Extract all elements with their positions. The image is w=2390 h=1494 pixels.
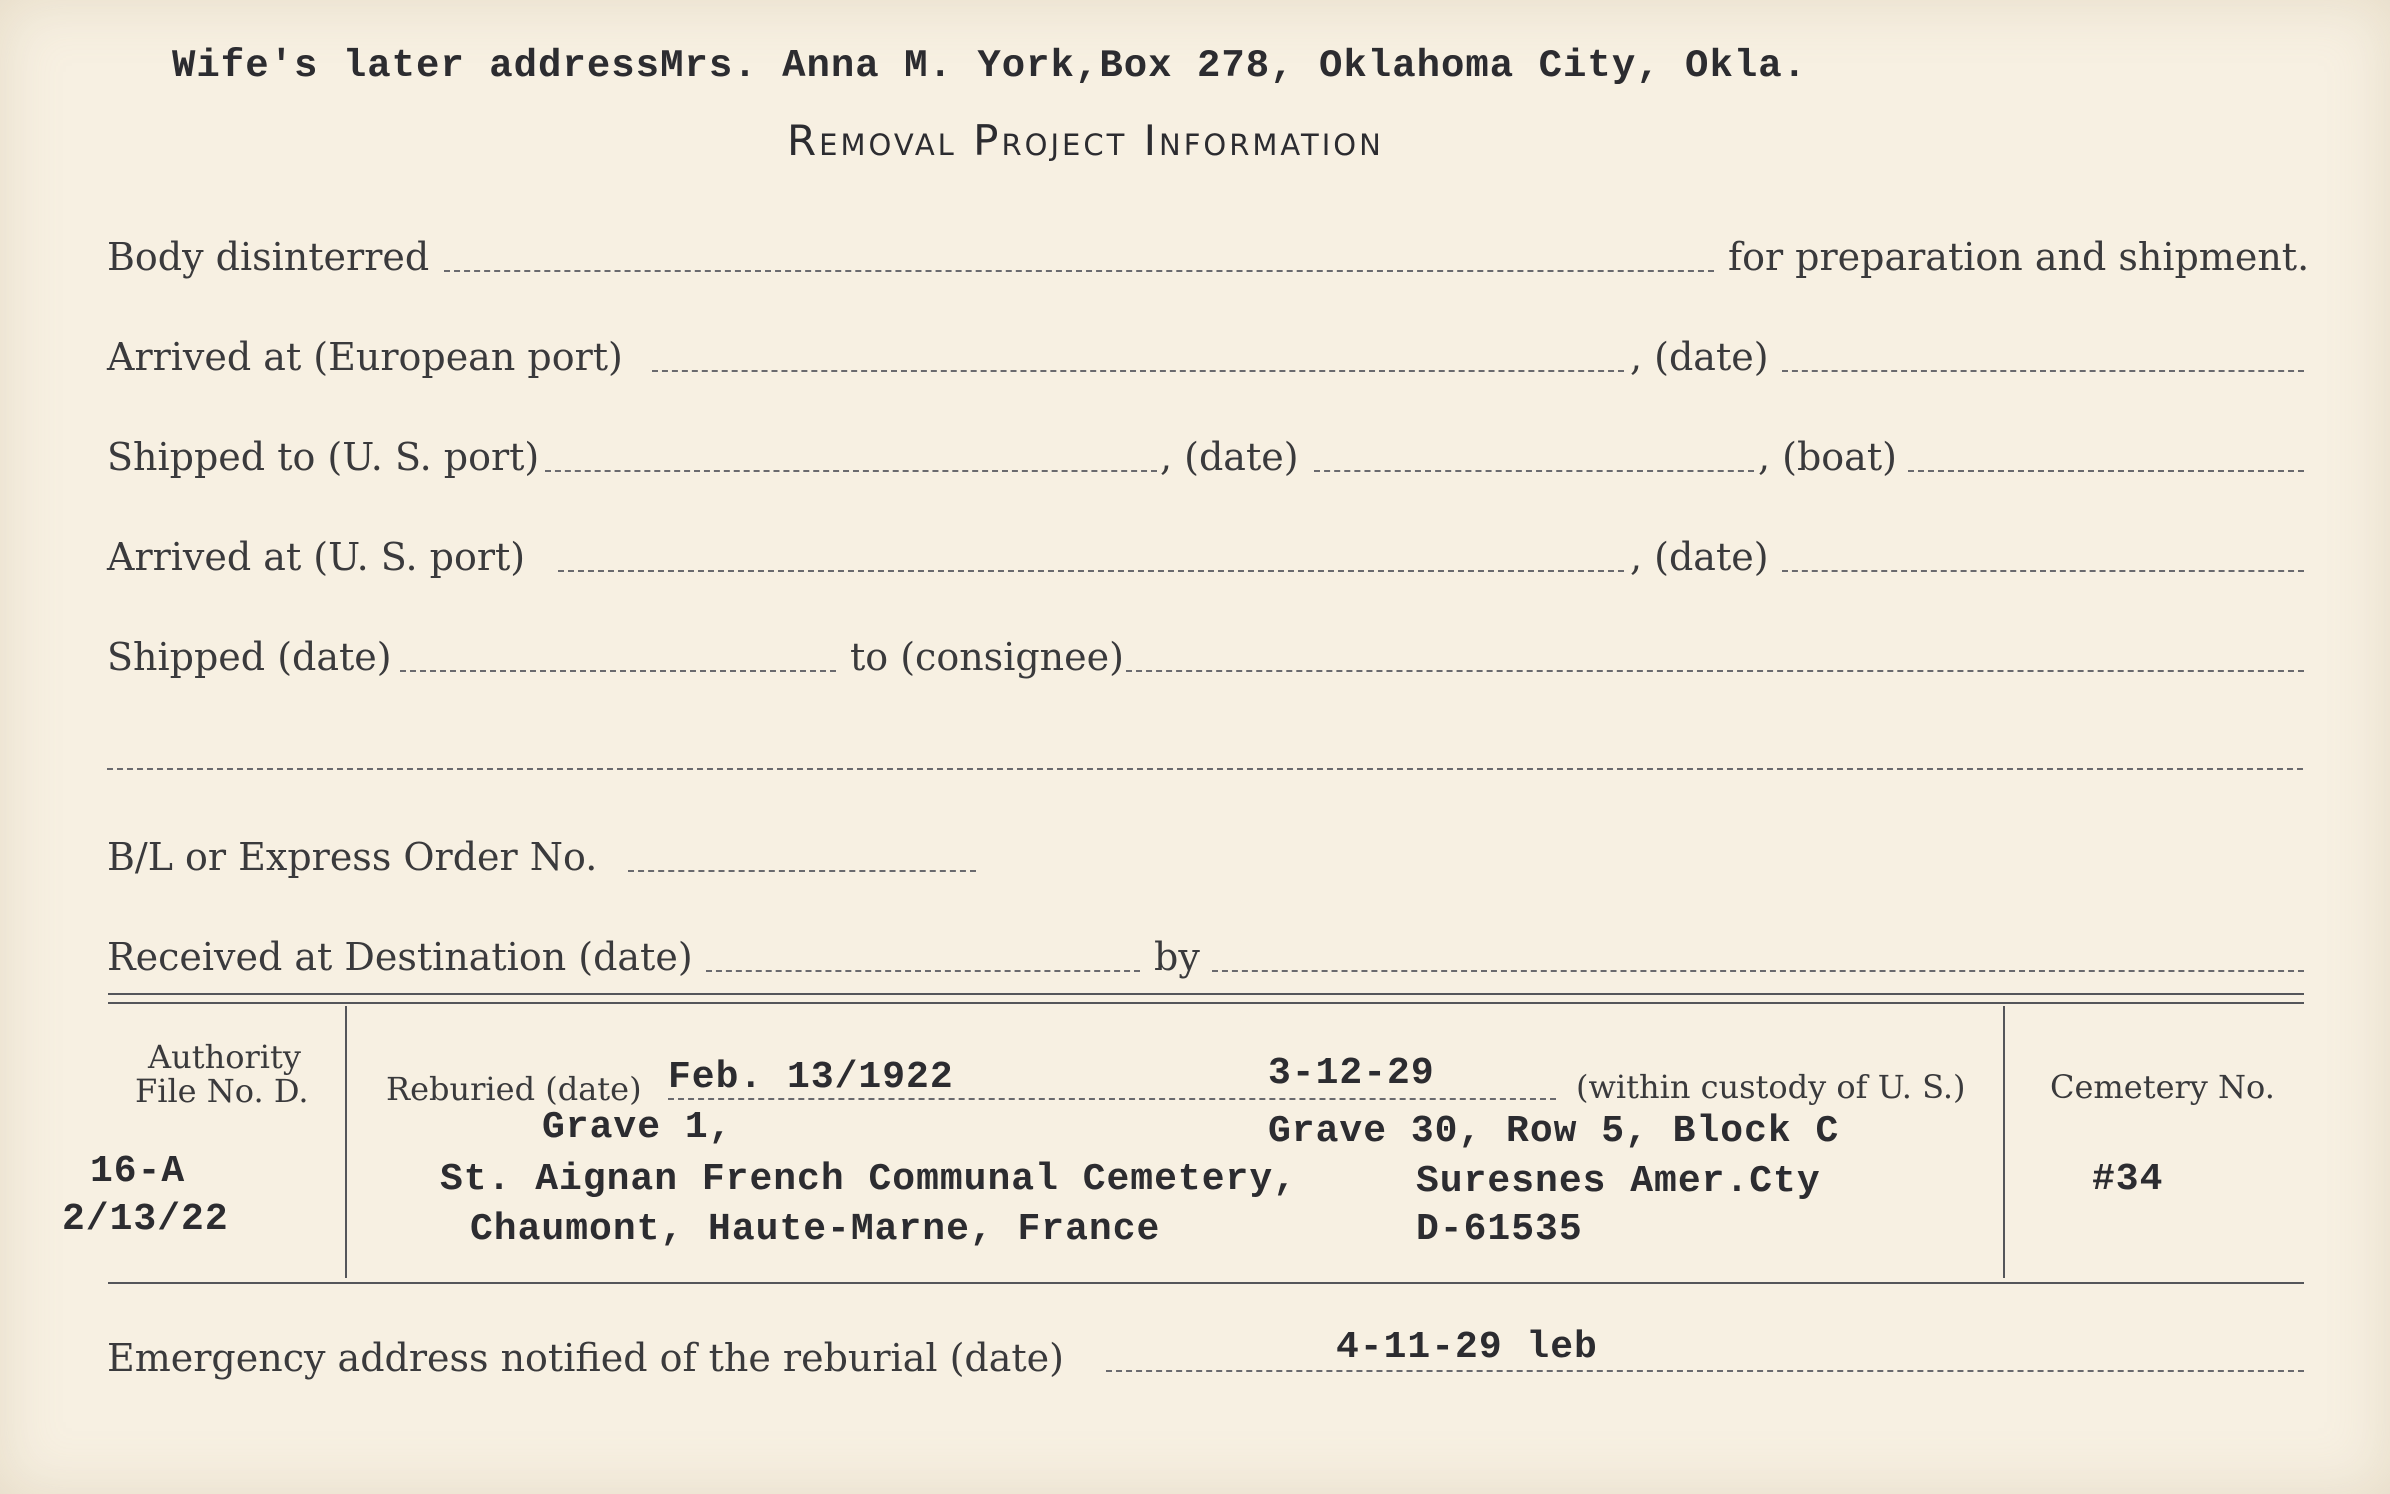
authority-label: Authority <box>148 1038 301 1076</box>
received-by-field[interactable] <box>1212 970 2304 972</box>
shipped-date-field[interactable] <box>1314 470 1754 472</box>
authority-date: 2/13/22 <box>62 1198 229 1241</box>
reburied-date-1: Feb. 13/1922 <box>668 1056 954 1099</box>
table-divider-left <box>345 1006 347 1278</box>
body-disinterred-field[interactable] <box>444 270 1714 272</box>
table-top-rule-1 <box>108 993 2304 995</box>
arrived-us-date-field[interactable] <box>1782 570 2304 572</box>
boat-label: , (boat) <box>1758 435 1897 479</box>
boat-field[interactable] <box>1908 470 2304 472</box>
consignee-field[interactable] <box>1126 670 2304 672</box>
date-label-1: , (date) <box>1630 335 1769 379</box>
table-bottom-rule <box>108 1282 2304 1284</box>
for-preparation-label: for preparation and shipment. <box>1728 235 2310 279</box>
reburied-label: Reburied (date) <box>386 1070 642 1108</box>
continuation-field[interactable] <box>107 768 2303 770</box>
bl-order-field[interactable] <box>628 870 976 872</box>
received-destination-label: Received at Destination (date) <box>107 935 693 979</box>
authority-number: 16-A <box>90 1150 186 1193</box>
grave-original: Grave 1, <box>542 1106 733 1149</box>
to-consignee-label: to (consignee) <box>850 635 1124 679</box>
received-date-field[interactable] <box>706 970 1140 972</box>
grave-current: Grave 30, Row 5, Block C <box>1268 1110 1840 1153</box>
arrived-us-port-label: Arrived at (U. S. port) <box>107 535 526 579</box>
bl-express-order-label: B/L or Express Order No. <box>107 835 598 879</box>
current-cemetery-line-2: D-61535 <box>1416 1208 1583 1251</box>
wife-later-address: Wife's later addressMrs. Anna M. York,Box 278, Oklahoma City, Okla. <box>172 44 1808 88</box>
custody-label: (within custody of U. S.) <box>1576 1068 1966 1106</box>
emergency-notified-date: 4-11-29 leb <box>1336 1326 1598 1369</box>
table-divider-right <box>2003 1006 2005 1278</box>
reburied-date-2: 3-12-29 <box>1268 1052 1435 1095</box>
body-disinterred-label: Body disinterred <box>107 235 430 279</box>
cemetery-no-value: #34 <box>2092 1158 2164 1201</box>
shipped-to-us-port-label: Shipped to (U. S. port) <box>107 435 540 479</box>
us-port-field[interactable] <box>545 470 1157 472</box>
by-label: by <box>1154 935 1200 979</box>
file-no-label: File No. D. <box>135 1072 309 1110</box>
shipped-on-date-field[interactable] <box>400 670 836 672</box>
cemetery-no-label: Cemetery No. <box>2050 1068 2275 1106</box>
card-title: Removal Project Information <box>787 116 1384 165</box>
emergency-address-label: Emergency address notified of the reburial (date) <box>107 1336 1064 1380</box>
original-cemetery-line-2: Chaumont, Haute-Marne, France <box>470 1208 1161 1251</box>
current-cemetery-line-1: Suresnes Amer.Cty <box>1416 1160 1821 1203</box>
date-label-2: , (date) <box>1160 435 1299 479</box>
date-label-3: , (date) <box>1630 535 1769 579</box>
shipped-date-label: Shipped (date) <box>107 635 392 679</box>
arrived-us-port-field[interactable] <box>558 570 1624 572</box>
european-date-field[interactable] <box>1782 370 2304 372</box>
european-port-field[interactable] <box>652 370 1624 372</box>
arrived-european-port-label: Arrived at (European port) <box>107 335 623 379</box>
original-cemetery-line-1: St. Aignan French Communal Cemetery, <box>440 1158 1297 1201</box>
emergency-date-field[interactable] <box>1106 1370 2304 1372</box>
table-top-rule-2 <box>108 1002 2304 1004</box>
